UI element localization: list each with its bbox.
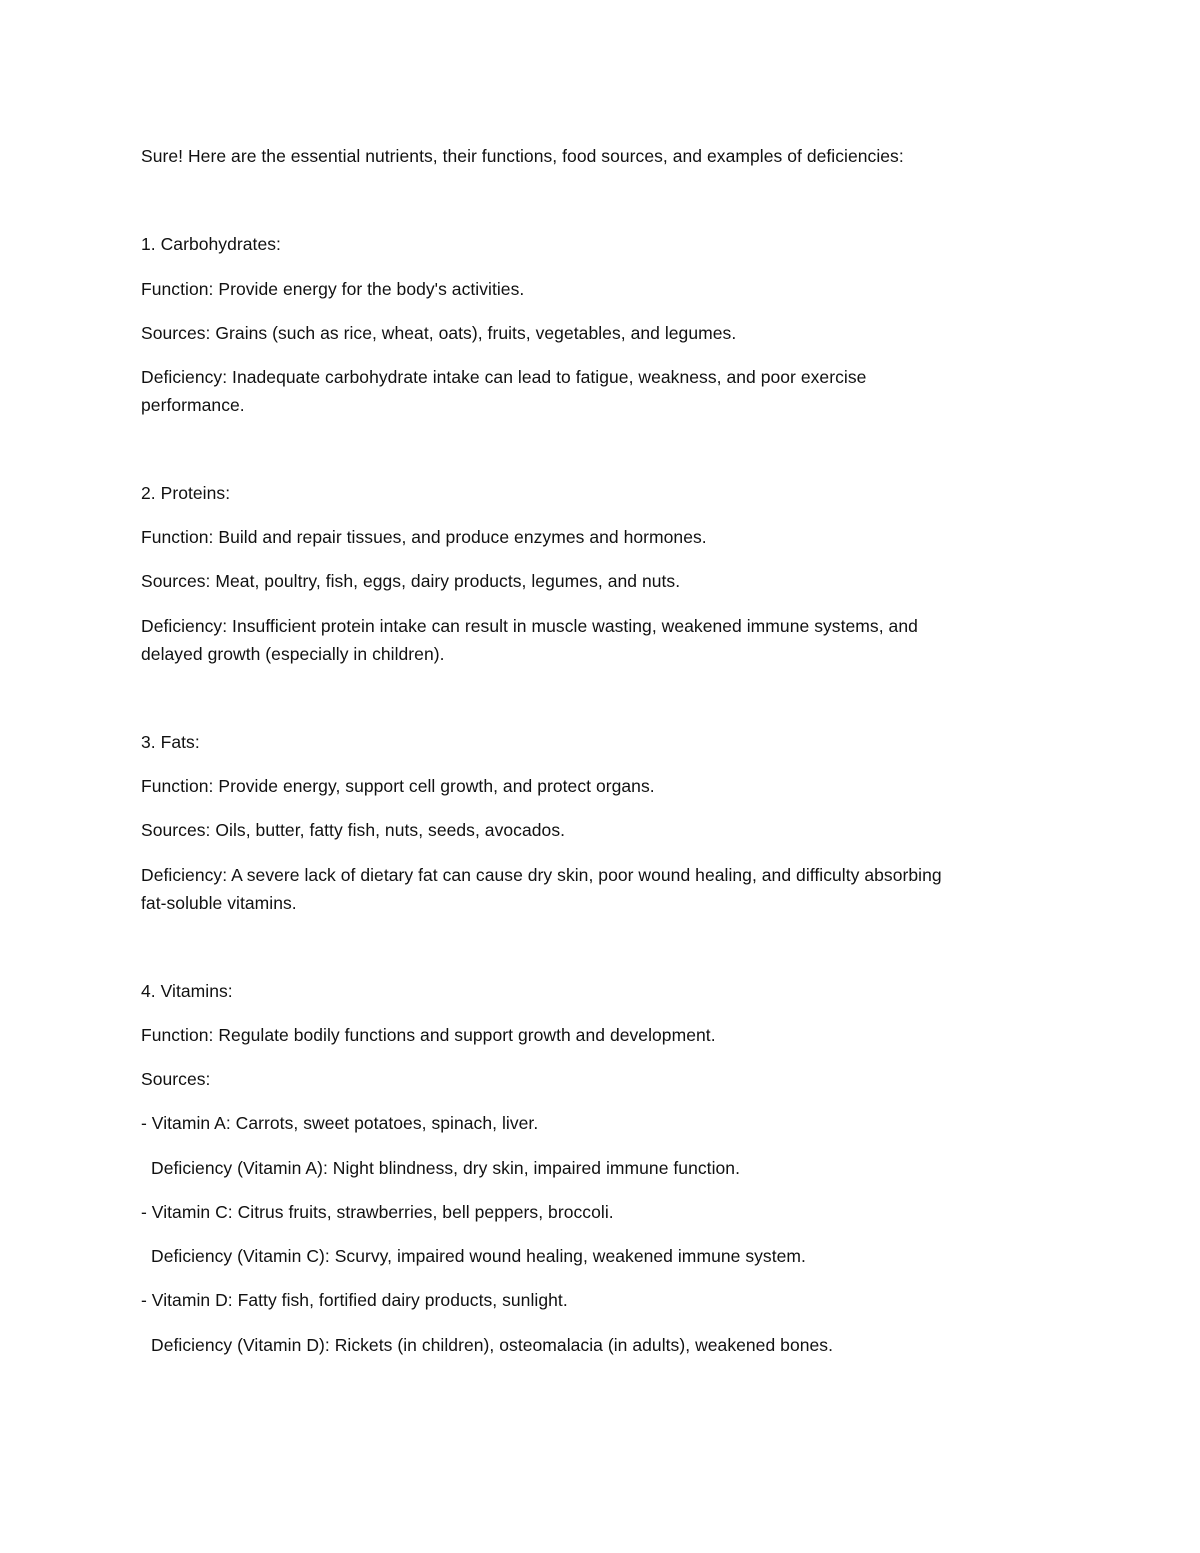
proteins-deficiency: Deficiency: Insufficient protein intake can result in muscle wasting, weakened immune systems, and [141, 616, 918, 636]
vitamins-sources: Sources: [141, 1069, 211, 1089]
proteins-deficiency-continued: delayed growth (especially in children). [141, 644, 445, 664]
proteins-function: Function: Build and repair tissues, and produce enzymes and hormones. [141, 527, 707, 547]
vitamins-function: Function: Regulate bodily functions and support growth and development. [141, 1025, 716, 1045]
section-heading-fats: 3. Fats: [141, 732, 200, 752]
section-heading-proteins: 2. Proteins: [141, 483, 231, 503]
vitamin-c-sources: - Vitamin C: Citrus fruits, strawberries, bell peppers, broccoli. [141, 1202, 614, 1222]
intro-text: Sure! Here are the essential nutrients, their functions, food sources, and examples of deficiencies: [141, 146, 904, 166]
section-heading-vitamins: 4. Vitamins: [141, 981, 233, 1001]
fats-function: Function: Provide energy, support cell growth, and protect organs. [141, 776, 655, 796]
fats-deficiency: Deficiency: A severe lack of dietary fat can cause dry skin, poor wound healing, and difficulty absorbing [141, 865, 942, 885]
fats-sources: Sources: Oils, butter, fatty fish, nuts, seeds, avocados. [141, 820, 566, 840]
vitamin-a-deficiency: Deficiency (Vitamin A): Night blindness, dry skin, impaired immune function. [151, 1158, 740, 1178]
fats-deficiency-continued: fat-soluble vitamins. [141, 893, 297, 913]
carbohydrates-deficiency: Deficiency: Inadequate carbohydrate intake can lead to fatigue, weakness, and poor exercise [141, 367, 867, 387]
vitamin-d-sources: - Vitamin D: Fatty fish, fortified dairy products, sunlight. [141, 1290, 568, 1310]
carbohydrates-deficiency-continued: performance. [141, 395, 245, 415]
vitamin-a-sources: - Vitamin A: Carrots, sweet potatoes, spinach, liver. [141, 1113, 539, 1133]
carbohydrates-sources: Sources: Grains (such as rice, wheat, oats), fruits, vegetables, and legumes. [141, 323, 737, 343]
proteins-sources: Sources: Meat, poultry, fish, eggs, dairy products, legumes, and nuts. [141, 571, 681, 591]
section-heading-carbohydrates: 1. Carbohydrates: [141, 234, 281, 254]
vitamin-d-deficiency: Deficiency (Vitamin D): Rickets (in children), osteomalacia (in adults), weakened bones. [151, 1335, 834, 1355]
vitamin-c-deficiency: Deficiency (Vitamin C): Scurvy, impaired wound healing, weakened immune system. [151, 1246, 806, 1266]
carbohydrates-function: Function: Provide energy for the body's activities. [141, 279, 525, 299]
